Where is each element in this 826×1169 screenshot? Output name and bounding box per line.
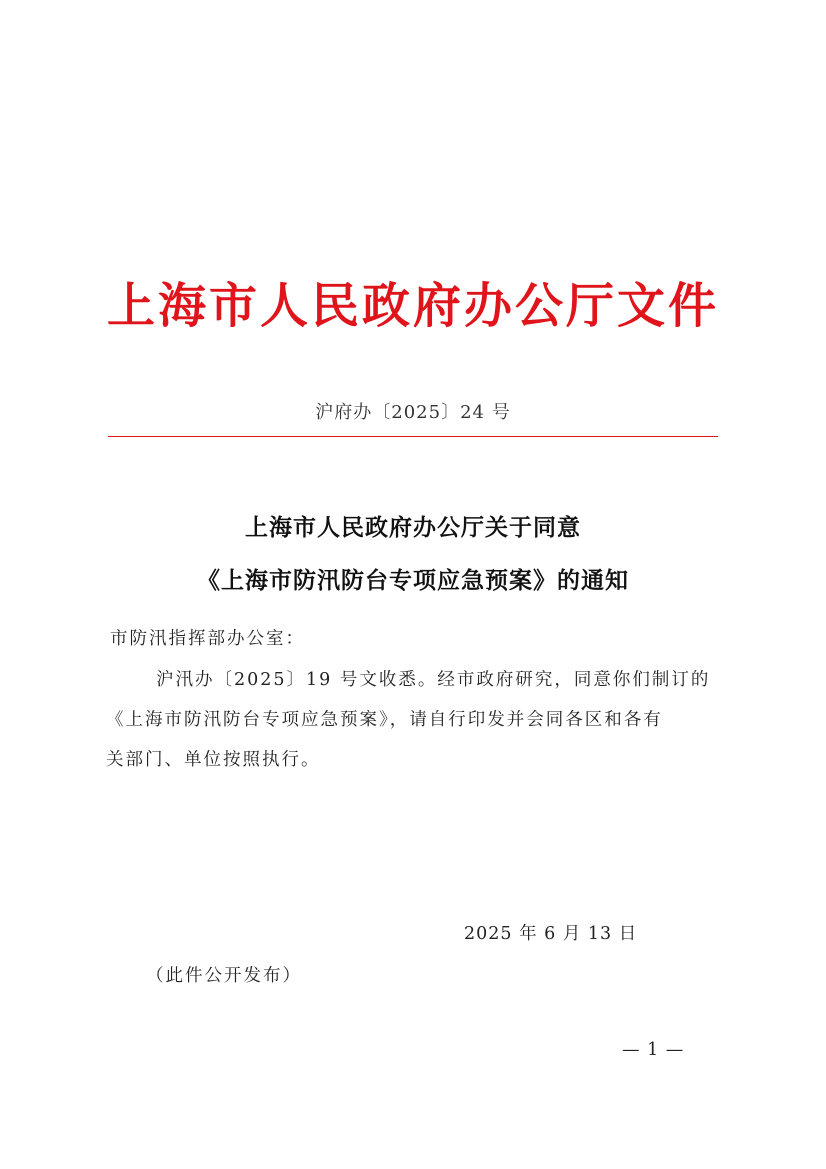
body-paragraph-line-1: 沪汛办〔2025〕19 号文收悉。经市政府研究，同意你们制订的 [156,670,711,690]
document-title-line-1: 上海市人民政府办公厅关于同意 [245,514,581,541]
publication-note: （此件公开发布） [146,966,302,986]
page-number: — 1 — [622,1040,685,1060]
document-number: 沪府办〔2025〕24 号 [315,402,511,423]
red-separator-rule [108,436,718,437]
salutation: 市防汛指挥部办公室： [110,629,305,649]
body-paragraph-line-2: 《上海市防汛防台专项应急预案》，请自行印发并会同各区和各有 [106,710,663,730]
issue-date: 2025 年 6 月 13 日 [464,924,638,944]
masthead-title: 上海市人民政府办公厅文件 [106,278,719,334]
body-paragraph-line-3: 关部门、单位按照执行。 [106,750,321,770]
document-title-line-2: 《上海市防汛防台专项应急预案》的通知 [197,567,629,594]
